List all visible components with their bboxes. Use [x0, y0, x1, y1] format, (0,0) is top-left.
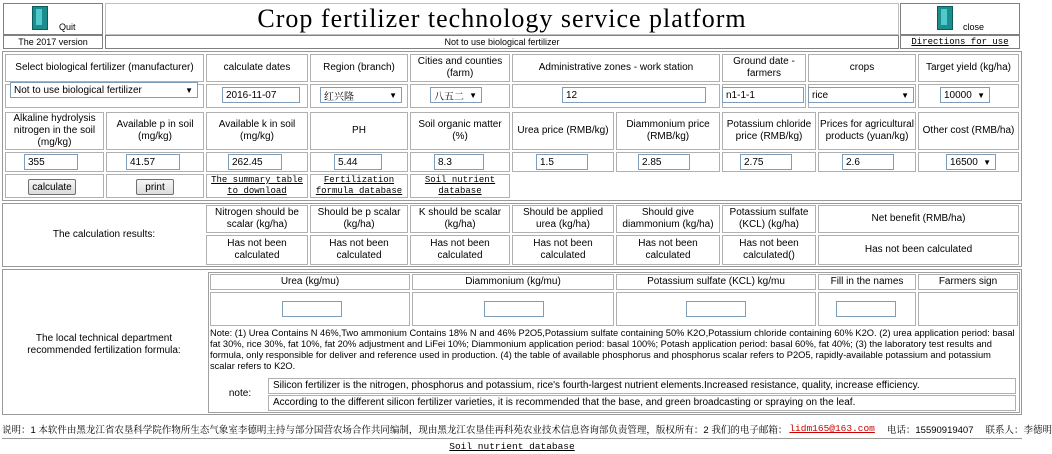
close-label: close	[963, 22, 985, 32]
header-fertilizer: Select biological fertilizer (manufacturer)	[5, 54, 204, 82]
crops-select[interactable]	[808, 87, 914, 103]
result-value-n: Has not been calculated	[206, 235, 308, 265]
calculate-button[interactable]: calculate	[28, 179, 76, 195]
organic-input[interactable]: 8.3	[434, 154, 484, 170]
date-input[interactable]: 2016-11-07	[222, 87, 300, 103]
close-button[interactable]	[900, 3, 1020, 35]
chevron-down-icon: ▼	[901, 91, 909, 100]
directions-cell	[900, 35, 1020, 49]
footer-soil-database-link[interactable]: Soil nutrient database	[449, 440, 575, 452]
ground-input[interactable]: n1-1-1	[722, 87, 804, 103]
result-header-k: K should be scalar (kg/ha)	[410, 205, 510, 233]
header-target-yield: Target yield (kg/ha)	[918, 54, 1019, 82]
region-select[interactable]	[320, 87, 402, 103]
product-price-input[interactable]: 2.6	[842, 154, 894, 170]
soil-header-k: Available k in soil (mg/kg)	[206, 112, 308, 150]
soil-header-other-cost: Other cost (RMB/ha)	[918, 112, 1019, 150]
chevron-down-icon: ▼	[983, 158, 991, 167]
soil-header-organic: Soil organic matter (%)	[410, 112, 510, 150]
soil-header-diammonium-price: Diammonium price (RMB/kg)	[616, 112, 720, 150]
chevron-down-icon: ▼	[389, 91, 397, 100]
result-header-diammonium: Should give diammonium (kg/ha)	[616, 205, 720, 233]
rec-header-diammonium: Diammonium (kg/mu)	[412, 274, 614, 290]
diammonium-price-input[interactable]: 2.85	[638, 154, 690, 170]
urea-price-input[interactable]: 1.5	[536, 154, 588, 170]
soil-header-ph: PH	[310, 112, 408, 150]
ph-input[interactable]: 5.44	[334, 154, 382, 170]
note-label: note:	[228, 388, 252, 399]
zone-input[interactable]: 12	[562, 87, 706, 103]
chevron-down-icon: ▼	[185, 86, 193, 95]
soil-header-p: Available p in soil (mg/kg)	[106, 112, 204, 150]
page-title: Crop fertilizer technology service platform	[257, 4, 747, 33]
footer-contact: 联系人：李德明	[985, 424, 1052, 436]
footer-email[interactable]: lidm165@163.com	[789, 423, 875, 434]
result-header-urea: Should be applied urea (kg/ha)	[512, 205, 614, 233]
door-icon	[32, 6, 48, 30]
kcl-price-input[interactable]: 2.75	[740, 154, 792, 170]
header-zone: Administrative zones - work station	[512, 54, 720, 82]
rec-header-urea: Urea (kg/mu)	[210, 274, 410, 290]
rec-urea-input[interactable]	[282, 301, 342, 317]
rec-diammonium-input[interactable]	[484, 301, 544, 317]
rec-header-names: Fill in the names	[818, 274, 916, 290]
print-button[interactable]: print	[136, 179, 174, 195]
summary-download-link[interactable]: The summary table to download	[211, 175, 303, 196]
soil-header-product-price: Prices for agricultural products (yuan/kg)	[818, 112, 916, 150]
result-value-urea: Has not been calculated	[512, 235, 614, 265]
status-text: Not to use biological fertilizer	[444, 37, 560, 47]
nitrogen-input[interactable]: 355	[24, 154, 78, 170]
result-value-k: Has not been calculated	[410, 235, 510, 265]
yield-select-value: 10000	[944, 89, 972, 101]
quit-label: Quit	[59, 22, 76, 32]
soil-header-nitrogen: Alkaline hydrolysis nitrogen in the soil (mg/kg)	[5, 112, 104, 150]
result-value-diammonium: Has not been calculated	[616, 235, 720, 265]
soil-header-urea-price: Urea price (RMB/kg)	[512, 112, 614, 150]
door-icon	[937, 6, 953, 30]
result-header-n: Nitrogen should be scalar (kg/ha)	[206, 205, 308, 233]
county-select-value: 八五二	[434, 91, 464, 103]
result-value-net-benefit: Has not been calculated	[818, 235, 1019, 265]
header-region: Region (branch)	[310, 54, 408, 82]
rec-header-kcl: Potassium sulfate (KCL) kg/mu	[616, 274, 816, 290]
rec-header-farmers-sign: Farmers sign	[918, 274, 1018, 290]
version-cell	[3, 35, 103, 49]
note-line-2-text: According to the different silicon fertilizer varieties, it is recommended that the base, and green broadcasting or spraying on the leaf.	[273, 397, 856, 408]
fertilizer-select[interactable]	[10, 82, 198, 98]
title-bar	[105, 3, 899, 35]
county-select[interactable]	[430, 87, 482, 103]
header-county: Cities and counties (farm)	[410, 54, 510, 82]
footer-phone: 电话：15590919407	[886, 424, 974, 436]
note-line-1	[268, 378, 1016, 394]
result-header-p: Should be p scalar (kg/ha)	[310, 205, 408, 233]
footer-bar	[2, 419, 1052, 439]
result-value-p: Has not been calculated	[310, 235, 408, 265]
recommend-label: The local technical department recommended fertilization formula:	[27, 333, 181, 356]
header-date: calculate dates	[206, 54, 308, 82]
chevron-down-icon: ▼	[977, 91, 985, 100]
result-value-kcl: Has not been calculated()	[722, 235, 816, 265]
rec-names-input[interactable]	[836, 301, 896, 317]
region-select-value: 红兴隆	[324, 91, 354, 103]
version-label: The 2017 version	[18, 37, 88, 47]
result-header-kcl: Potassium sulfate (KCL) (kg/ha)	[722, 205, 816, 233]
chevron-down-icon: ▼	[469, 91, 477, 100]
rec-input-cell	[918, 292, 1018, 326]
yield-select[interactable]	[940, 87, 990, 103]
soil-database-link[interactable]: Soil nutrient database	[424, 175, 496, 196]
rec-kcl-input[interactable]	[686, 301, 746, 317]
formula-database-link[interactable]: Fertilization formula database	[315, 175, 403, 196]
results-label: The calculation results:	[52, 229, 156, 240]
footer-text: 说明：1 本软件由黑龙江省农垦科学院作物所生态气象室李德明主持与部分国营农场合作共同编制，现由黑龙江农垦佳再科苑农业技术信息咨询部负责管理，版权所有：2 我们的电子邮箱：	[2, 424, 788, 436]
quit-button[interactable]	[3, 3, 103, 35]
k-input[interactable]: 262.45	[228, 154, 282, 170]
rec-note: Note: (1) Urea Contains N 46%,Two ammonium Contains 18% N and 46% P2O5,Potassium sulfate containing 50% K2O,Potassium chloride containing 60% K2O. (2) urea application period: basal fat 30%, rice 30%, fat 10%, fat 20% adjustment and LiFei 10%; Diammonium application period: basal 100%; Potash application period: basal 60%, fat 40%; (3) the laboratory test results and formula, only responsible for deliver and reference used in production. (4) the table of available phosphorus and phosphorus scalar refers to P2O5, rapidly-available potassium and potassium scalar refers to K2O.	[210, 328, 1015, 371]
note-line-2	[268, 395, 1016, 411]
other-cost-value: 16500	[950, 156, 978, 168]
fertilizer-select-value: Not to use biological fertilizer	[14, 84, 142, 96]
status-cell	[105, 35, 899, 49]
header-crops: crops	[808, 54, 916, 82]
directions-link[interactable]: Directions for use	[911, 37, 1009, 47]
other-cost-select[interactable]	[946, 154, 996, 170]
note-line-1-text: Silicon fertilizer is the nitrogen, phosphorus and potassium, rice's fourth-largest nutrient elements.Increased resistance, quality, increase efficiency.	[273, 380, 920, 391]
soil-header-kcl-price: Potassium chloride price (RMB/kg)	[722, 112, 816, 150]
result-header-net-benefit: Net benefit (RMB/ha)	[818, 205, 1019, 233]
crops-select-value: rice	[812, 89, 829, 101]
p-input[interactable]: 41.57	[126, 154, 180, 170]
header-ground: Ground date - farmers	[722, 54, 806, 82]
